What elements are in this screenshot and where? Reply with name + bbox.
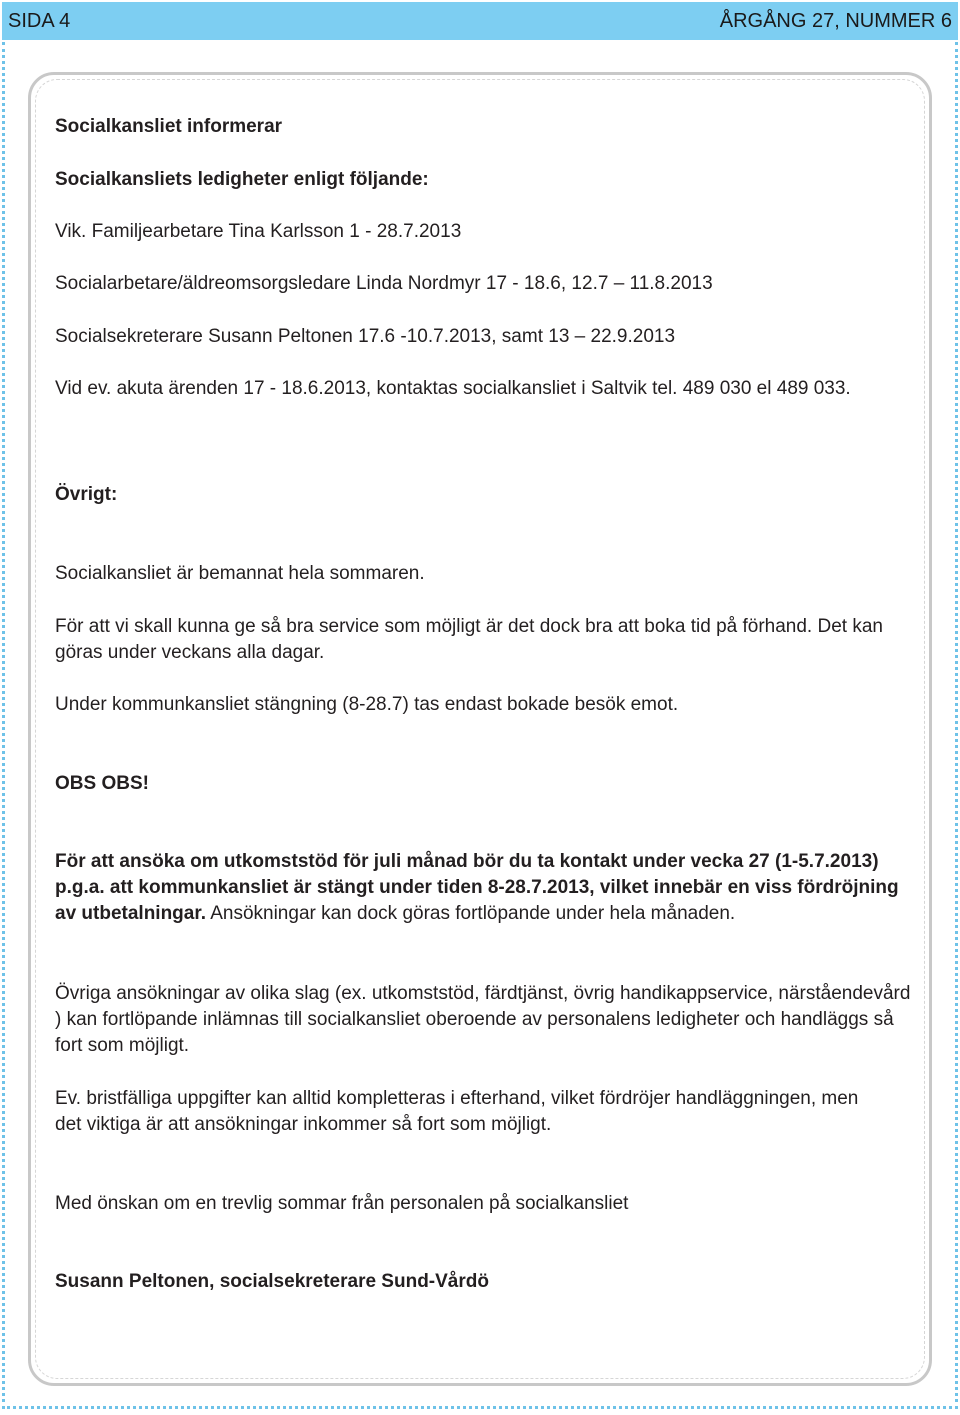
content-box — [28, 72, 932, 1386]
leave-item: Socialarbetare/äldreomsorgsledare Linda Nordmyr 17 - 18.6, 12.7 – 11.8.2013 — [55, 273, 713, 294]
booking-note: För att vi skall kunna ge så bra service som möjligt är det dock bra att boka tid på förhand. Det kan göras under veckans alla dagar. — [55, 616, 883, 663]
article-title: Socialkansliet informerar — [55, 116, 283, 137]
leave-item: Vik. Familjearbetare Tina Karlsson 1 - 28.7.2013 — [55, 221, 462, 242]
other-heading: Övrigt: — [55, 484, 118, 505]
signature: Susann Peltonen, socialsekreterare Sund-Vårdö — [55, 1271, 489, 1292]
support-paragraph — [55, 849, 915, 927]
leave-heading: Socialkansliets ledigheter enligt följande: — [55, 169, 429, 190]
support-regular-text: Ansökningar kan dock göras fortlöpande under hela månaden. — [205, 903, 736, 924]
leave-item: Socialsekreterare Susann Peltonen 17.6 -10.7.2013, samt 13 – 22.9.2013 — [55, 326, 676, 347]
staffed-note: Socialkansliet är bemannat hela sommaren. — [55, 563, 425, 584]
issue-label: ÅRGÅNG 27, NUMMER 6 — [719, 10, 952, 32]
urgent-contact: Vid ev. akuta ärenden 17 - 18.6.2013, kontaktas socialkansliet i Saltvik tel. 489 030 el 489 033. — [55, 378, 851, 399]
header-bar — [2, 2, 958, 40]
support-bold-text: För att ansöka om utkomststöd för juli månad bör du ta kontakt under vecka 27 (1-5.7.2013) p.g.a. att kommunkansliet är stängt under tiden 8-28.7.2013, vilket innebär en viss fördröjning av utbetalningar. — [55, 851, 899, 924]
closure-note: Under kommunkansliet stängning (8-28.7) tas endast bokade besök emot. — [55, 694, 679, 715]
other-applications: Övriga ansökningar av olika slag (ex. utkomststöd, färdtjänst, övrig handikappservice, närståendevård ) kan fortlöpande inlämnas till socialkansliet oberoende av personalens ledigheter och handläggs så fort som möjligt. — [55, 983, 911, 1056]
obs-heading: OBS OBS! — [55, 773, 149, 794]
supplement-note: Ev. bristfälliga uppgifter kan alltid kompletteras i efterhand, vilket fördröjer handläggningen, men det viktiga är att ansökningar inkommer så fort som möjligt. — [55, 1088, 859, 1135]
greeting: Med önskan om en trevlig sommar från personalen på socialkansliet — [55, 1193, 629, 1214]
page-number: SIDA 4 — [8, 10, 71, 32]
